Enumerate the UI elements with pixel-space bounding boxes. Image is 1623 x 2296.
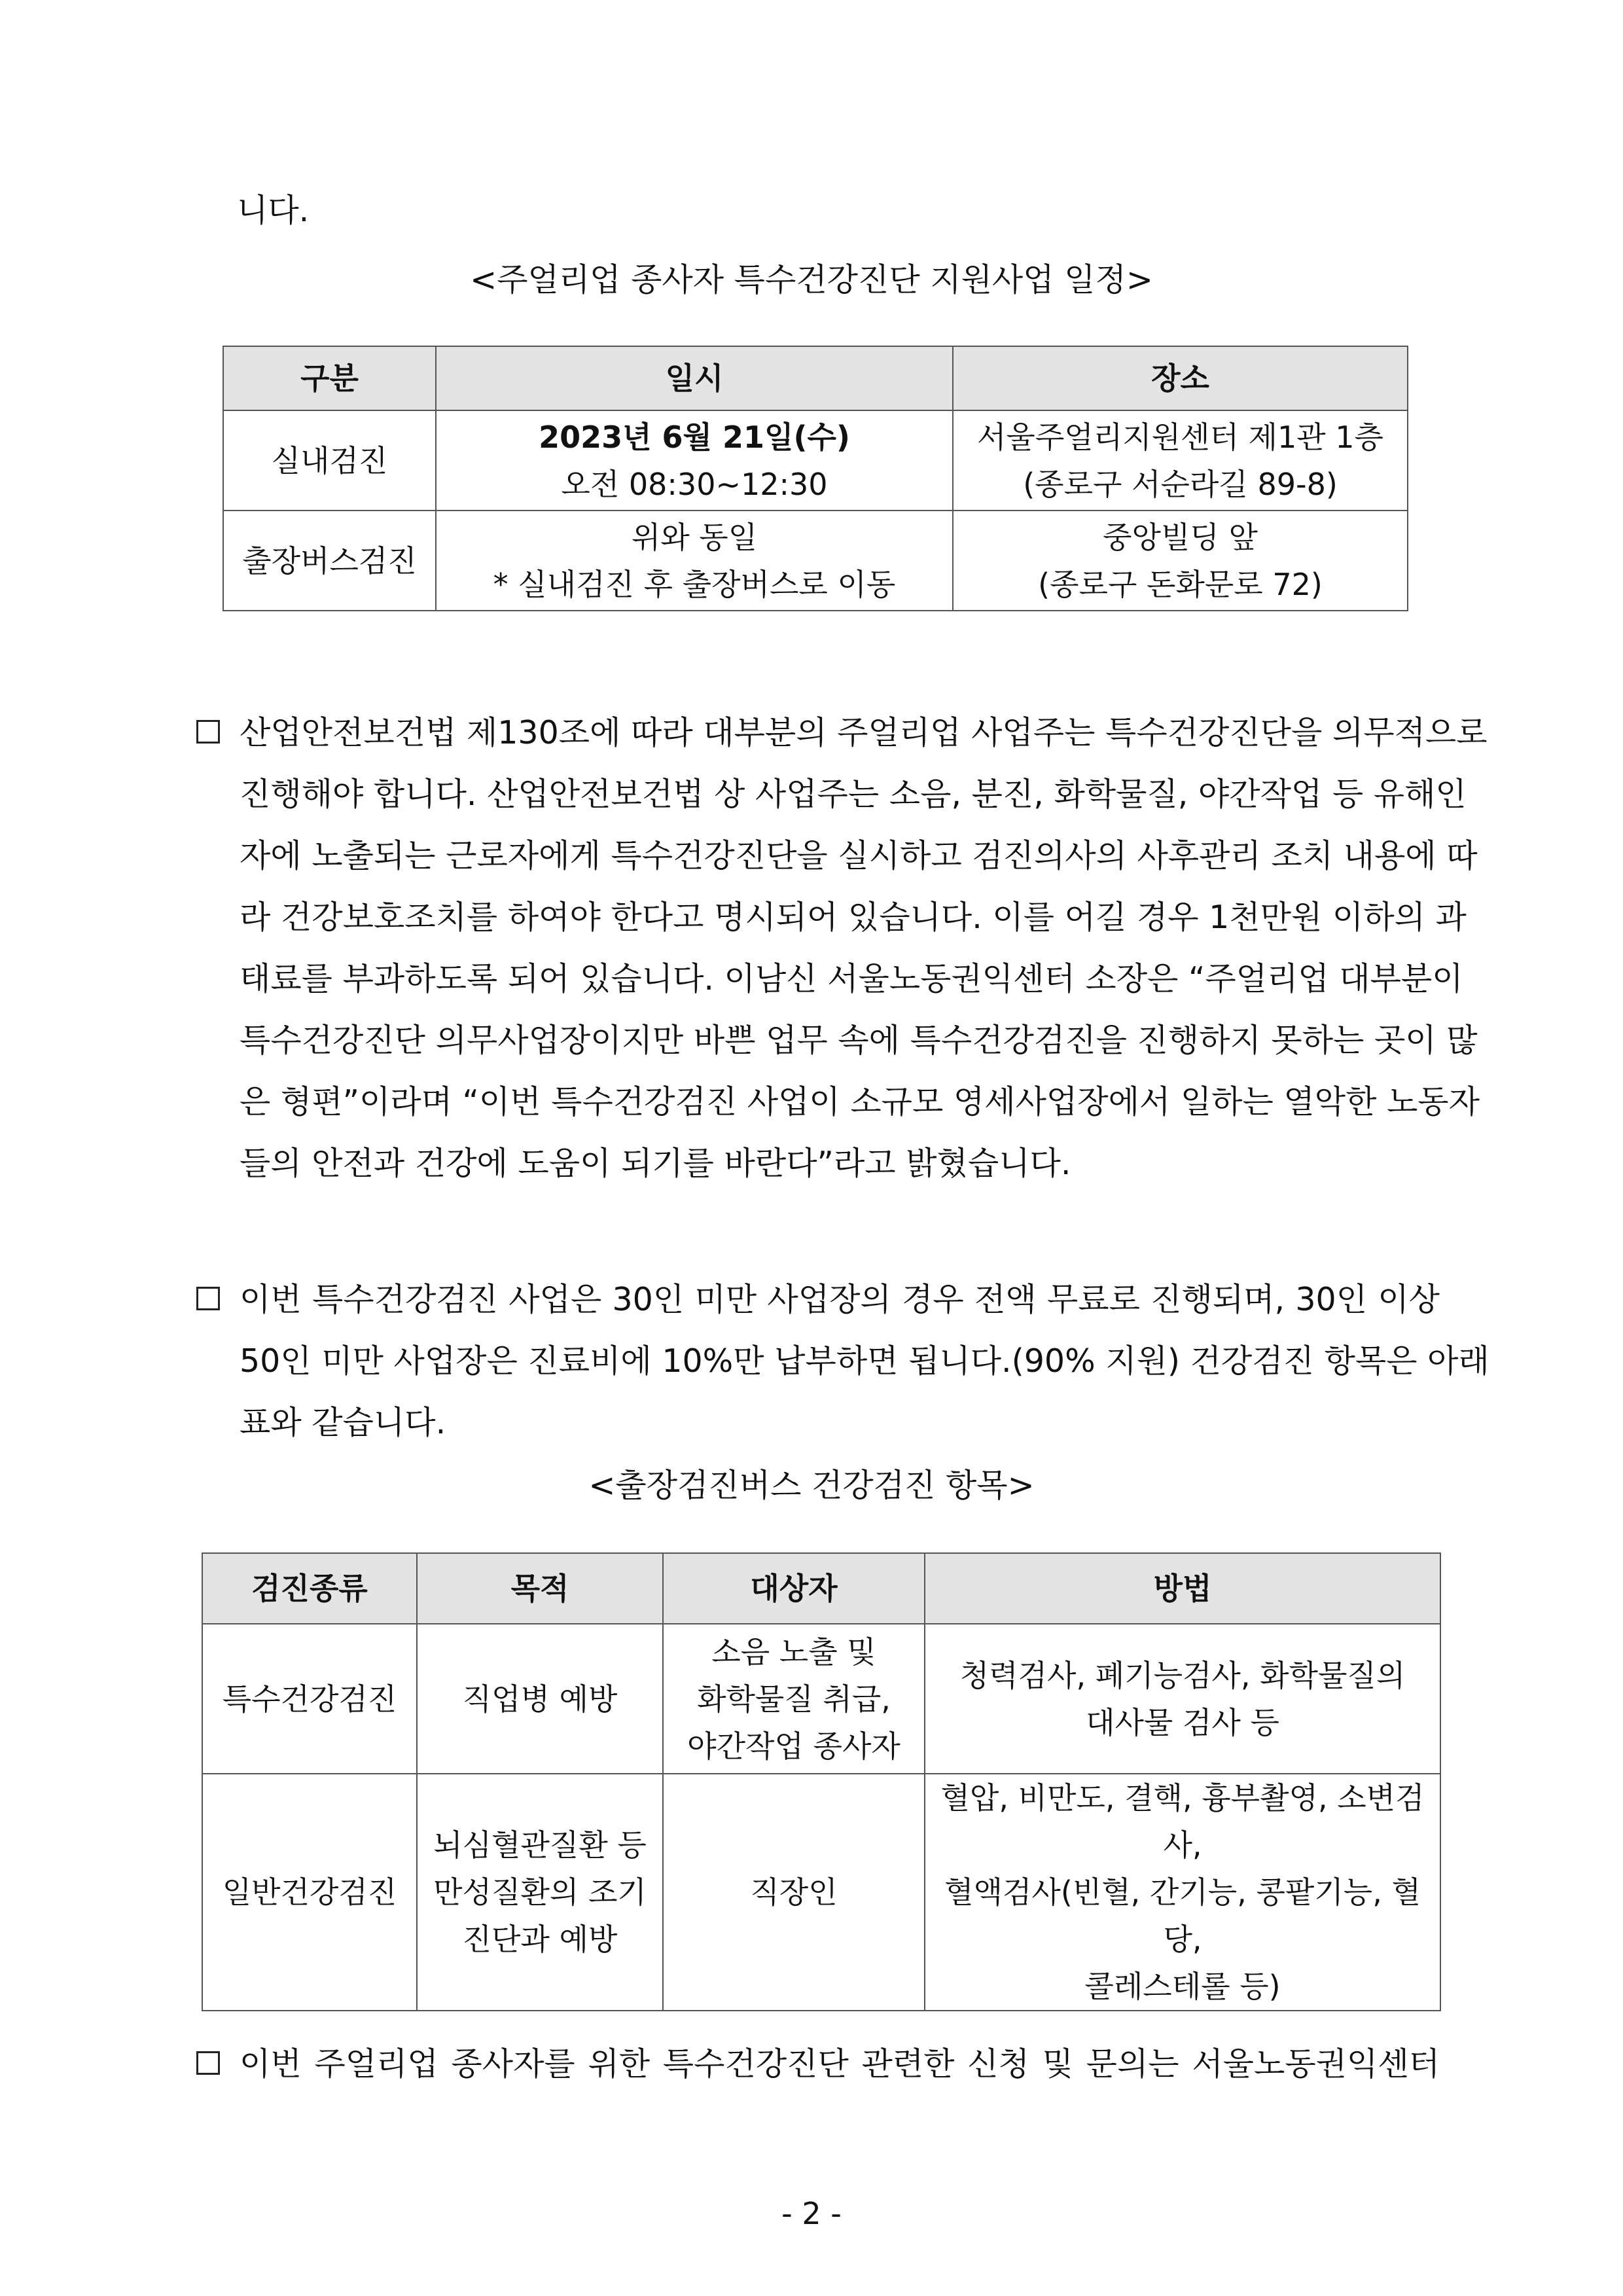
schedule-caption: <주얼리업 종사자 특수건강진단 지원사업 일정> [470, 261, 1153, 298]
paragraph-line: 표와 같습니다. [240, 1404, 446, 1441]
place-address: (종로구 서순라길 89-8) [1023, 466, 1338, 502]
paragraph-line: 들의 안전과 건강에 도움이 되기를 바란다”라고 밝혔습니다. [240, 1145, 1071, 1182]
target-cell: 소음 노출 및 화학물질 취급, 야간작업 종사자 [663, 1624, 925, 1774]
datetime-cell [436, 511, 953, 611]
header-type: 검진종류 [202, 1553, 417, 1624]
paragraph-inquiry [196, 2045, 1440, 2106]
table-row [202, 1624, 1440, 1774]
type-cell: 특수건강검진 [202, 1624, 417, 1774]
header-category: 구분 [223, 346, 436, 410]
header-datetime: 일시 [436, 346, 953, 410]
target-cell: 직장인 [663, 1774, 925, 2011]
items-header-row [202, 1553, 1440, 1624]
category-cell: 실내검진 [223, 410, 436, 511]
datetime-cell [436, 410, 953, 511]
paragraph-line: 은 형편”이라며 “이번 특수건강검진 사업이 소규모 영세사업장에서 일하는 열악한 노동자 [240, 1083, 1480, 1121]
paragraph-line: 특수건강진단 의무사업장이지만 바쁜 업무 속에 특수건강검진을 진행하지 못하는 곳이 많 [240, 1022, 1478, 1059]
table-row [223, 410, 1408, 511]
table-row [223, 511, 1408, 611]
header-target: 대상자 [663, 1553, 925, 1624]
paragraph-line: 산업안전보건법 제130조에 따라 대부분의 주얼리업 사업주는 특수건강진단을 의무적으로 [240, 714, 1488, 751]
table-row [202, 1774, 1440, 2011]
category-cell: 출장버스검진 [223, 511, 436, 611]
schedule-table [223, 346, 1408, 611]
paragraph-line: 태료를 부과하도록 되어 있습니다. 이남신 서울노동권익센터 소장은 “주얼리업 대부분이 [240, 960, 1463, 997]
place-address: (종로구 돈화문로 72) [1038, 566, 1323, 602]
paragraph-line: 이번 주얼리업 종사자를 위한 특수건강진단 관련한 신청 및 문의는 서울노동권익센터 [240, 2045, 1440, 2083]
paragraph-line: 50인 미만 사업장은 진료비에 10%만 납부하면 됩니다.(90% 지원) 건강검진 항목은 아래 [240, 1342, 1489, 1380]
paragraph-legal-basis [196, 713, 1488, 1206]
paragraph-line: 이번 특수건강검진 사업은 30인 미만 사업장의 경우 전액 무료로 진행되며, 30인 이상 [240, 1281, 1440, 1318]
place-cell [953, 410, 1408, 511]
datetime-line2: * 실내검진 후 출장버스로 이동 [493, 566, 896, 602]
paragraph-support-details [196, 1280, 1489, 1465]
header-method: 방법 [925, 1553, 1440, 1624]
intro-tail-text: 니다. [237, 192, 310, 229]
datetime-line1: 위와 동일 [631, 519, 758, 555]
paragraph-line: 자에 노출되는 근로자에게 특수건강진단을 실시하고 검진의사의 사후관리 조치 내용에 따 [240, 837, 1478, 874]
datetime-date: 2023년 6월 21일(수) [539, 419, 850, 455]
paragraph-line: 진행해야 합니다. 산업안전보건법 상 사업주는 소음, 분진, 화학물질, 야간작업 등 유해인 [240, 776, 1467, 813]
method-cell: 청력검사, 폐기능검사, 화학물질의 대사물 검사 등 [925, 1624, 1440, 1774]
checkup-items-table [202, 1552, 1441, 2011]
place-name: 중앙빌딩 앞 [1103, 519, 1258, 555]
method-cell: 혈압, 비만도, 결핵, 흉부촬영, 소변검사, 혈액검사(빈혈, 간기능, 콩팥기능, 혈당, 콜레스테롤 등) [925, 1774, 1440, 2011]
type-cell: 일반건강검진 [202, 1774, 417, 2011]
page-number: - 2 - [781, 2196, 842, 2231]
place-name: 서울주얼리지원센터 제1관 1층 [976, 419, 1383, 455]
schedule-header-row [223, 346, 1408, 410]
items-caption: <출장검진버스 건강검진 항목> [588, 1467, 1035, 1504]
header-purpose: 목적 [417, 1553, 663, 1624]
paragraph-line: 라 건강보호조치를 하여야 한다고 명시되어 있습니다. 이를 어길 경우 1천만원 이하의 과 [240, 899, 1467, 936]
purpose-cell: 뇌심혈관질환 등 만성질환의 조기 진단과 예방 [417, 1774, 663, 2011]
purpose-cell: 직업병 예방 [417, 1624, 663, 1774]
place-cell [953, 511, 1408, 611]
header-place: 장소 [953, 346, 1408, 410]
datetime-time: 오전 08:30~12:30 [561, 466, 828, 502]
